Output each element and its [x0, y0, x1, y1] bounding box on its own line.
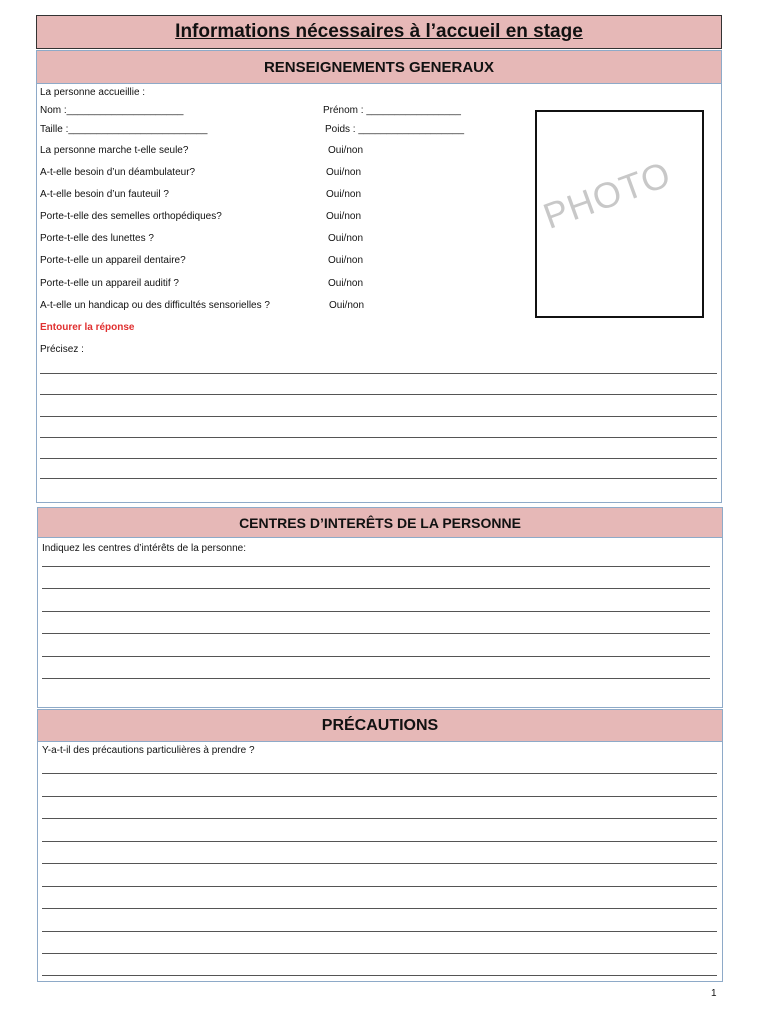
question-answer[interactable]: Oui/non: [328, 255, 364, 266]
taille-field[interactable]: Taille :_________________________: [40, 124, 208, 135]
question-label: Porte-t-elle des lunettes ?: [40, 233, 154, 244]
section-precautions-heading: PRÉCAUTIONS: [38, 710, 722, 742]
photo-watermark: PHOTO: [537, 152, 677, 237]
answer-line[interactable]: [40, 373, 717, 374]
circle-answer-instruction: Entourer la réponse: [40, 322, 135, 333]
answer-line[interactable]: [42, 773, 717, 774]
answer-line[interactable]: [40, 437, 717, 438]
precisez-label: Précisez :: [40, 344, 84, 355]
answer-line[interactable]: [42, 841, 717, 842]
question-label: A-t-elle un handicap ou des difficultés sensorielles ?: [40, 300, 270, 311]
question-label: A-t-elle besoin d’un déambulateur?: [40, 167, 196, 178]
precautions-prompt: Y-a-t-il des précautions particulières à prendre ?: [42, 745, 255, 756]
answer-line[interactable]: [40, 478, 717, 479]
answer-line[interactable]: [42, 656, 710, 657]
answer-line[interactable]: [42, 678, 710, 679]
question-answer[interactable]: Oui/non: [326, 167, 362, 178]
answer-line[interactable]: [42, 633, 710, 634]
question-answer[interactable]: Oui/non: [328, 278, 364, 289]
answer-line[interactable]: [42, 818, 717, 819]
answer-line[interactable]: [42, 566, 710, 567]
question-answer[interactable]: Oui/non: [326, 189, 362, 200]
answer-line[interactable]: [42, 931, 717, 932]
answer-line[interactable]: [42, 588, 710, 589]
answer-line[interactable]: [42, 611, 710, 612]
answer-line[interactable]: [40, 458, 717, 459]
photo-placeholder[interactable]: [535, 110, 704, 318]
question-answer[interactable]: Oui/non: [329, 300, 365, 311]
section-interests-heading: CENTRES D’INTERÊTS DE LA PERSONNE: [38, 508, 722, 538]
answer-line[interactable]: [42, 975, 717, 976]
document-title-box: [36, 15, 722, 49]
question-label: Porte-t-elle un appareil auditif ?: [40, 278, 179, 289]
question-label: Porte-t-elle un appareil dentaire?: [40, 255, 186, 266]
nom-field[interactable]: Nom :_____________________: [40, 105, 184, 116]
answer-line[interactable]: [42, 886, 717, 887]
poids-field[interactable]: Poids : ___________________: [325, 124, 465, 135]
answer-line[interactable]: [42, 796, 717, 797]
question-label: A-t-elle besoin d’un fauteuil ?: [40, 189, 169, 200]
answer-line[interactable]: [40, 416, 717, 417]
intro-label: La personne accueillie :: [40, 87, 146, 98]
question-label: La personne marche t-elle seule?: [40, 145, 189, 156]
answer-line[interactable]: [40, 394, 717, 395]
answer-line[interactable]: [42, 863, 717, 864]
answer-line[interactable]: [42, 953, 717, 954]
document-title: Informations nécessaires à l’accueil en stage: [175, 21, 583, 42]
page-number: 1: [711, 988, 717, 999]
answer-line[interactable]: [42, 908, 717, 909]
prenom-field[interactable]: Prénom : _________________: [323, 105, 461, 116]
question-answer[interactable]: Oui/non: [326, 211, 362, 222]
interests-prompt: Indiquez les centres d’intérêts de la personne:: [42, 543, 247, 554]
question-answer[interactable]: Oui/non: [328, 145, 364, 156]
question-answer[interactable]: Oui/non: [328, 233, 364, 244]
section-general-heading: RENSEIGNEMENTS GENERAUX: [37, 51, 721, 84]
question-label: Porte-t-elle des semelles orthopédiques?: [40, 211, 222, 222]
